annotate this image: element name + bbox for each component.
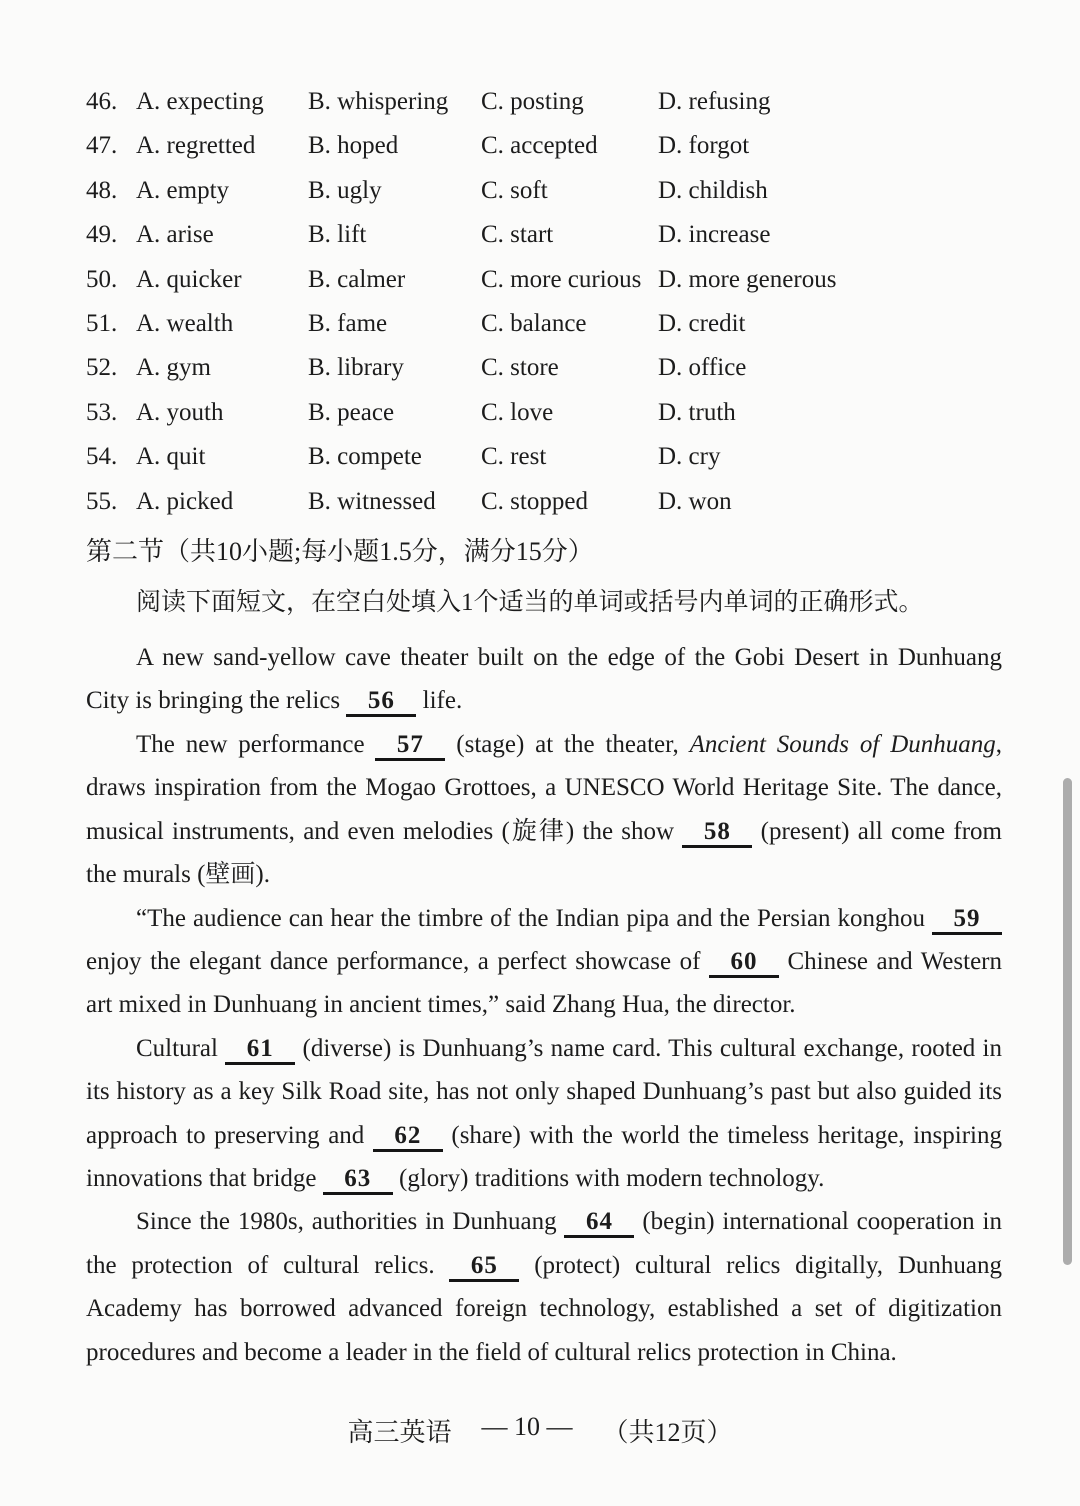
question-number: 50. xyxy=(86,265,118,293)
blank-65: 65 xyxy=(449,1253,519,1282)
option-b: B. calmer xyxy=(308,265,406,293)
option-b: B. peace xyxy=(308,398,395,426)
option-d: D. credit xyxy=(658,310,746,338)
blank-56: 56 xyxy=(346,688,416,717)
option-c: C. more curious xyxy=(481,265,642,293)
passage-text: enjoy the elegant dance performance, a perfect showcase of xyxy=(86,947,709,975)
question-number: 49. xyxy=(86,221,118,249)
italic-show-title: Ancient Sounds of Dunhuang xyxy=(689,730,996,758)
page-footer xyxy=(0,1412,1080,1449)
option-b: B. hoped xyxy=(308,132,399,160)
footer-total-pages: （共12页） xyxy=(602,1418,733,1447)
blank-59: 59 xyxy=(932,906,1002,935)
footer-page-number: — 10 — xyxy=(481,1412,573,1441)
passage-text: (share) with the world the timeless heritage, inspiring innovations that bridge xyxy=(86,1121,1002,1192)
passage-text: , draws inspiration from the Mogao Grottoes, a UNESCO World Heritage Site. The dance, musical instruments, and even melodies (旋律) the show xyxy=(86,730,1002,845)
footer-course-label: 高三英语 xyxy=(347,1418,452,1447)
option-c: C. soft xyxy=(481,176,548,204)
passage-text: “The audience can hear the timbre of the Indian pipa and the Persian konghou xyxy=(136,904,932,932)
section-two-heading: 第二节（共10小题;每小题1.5分，满分15分） xyxy=(86,537,594,567)
option-b: B. lift xyxy=(308,221,367,249)
passage-text: (diverse) is Dunhuang’s name card. This cultural exchange, rooted in its history as a key Silk Road site, has not only shaped Dunhuang’s past but also guided its approach to preserving and xyxy=(86,1034,1003,1149)
question-number: 46. xyxy=(86,88,118,115)
option-c: C. start xyxy=(481,221,554,249)
option-a: A. quit xyxy=(136,443,206,471)
passage-text: (glory) traditions with modern technology. xyxy=(392,1164,825,1192)
question-number: 53. xyxy=(86,398,118,426)
option-d: D. childish xyxy=(658,176,768,204)
passage-text: Chinese and Western art mixed in Dunhuang in ancient times,” said Zhang Hua, the director. xyxy=(86,947,1003,1019)
blank-62: 62 xyxy=(373,1123,443,1152)
option-row xyxy=(86,80,1002,124)
option-d: D. forgot xyxy=(658,132,750,160)
option-d: D. cry xyxy=(658,443,721,471)
option-c: C. accepted xyxy=(481,132,598,160)
cloze-passage xyxy=(86,636,1002,1374)
option-a: A. youth xyxy=(136,398,224,426)
option-row xyxy=(86,302,1002,346)
question-number: 51. xyxy=(86,310,118,338)
question-number: 47. xyxy=(86,132,118,160)
passage-text: (stage) at the theater, xyxy=(445,730,690,758)
cloze-options-block xyxy=(86,80,1002,524)
blank-64: 64 xyxy=(564,1209,634,1238)
blank-60: 60 xyxy=(709,949,779,978)
option-c: C. love xyxy=(481,398,554,426)
option-a: A. picked xyxy=(136,487,234,515)
option-row xyxy=(86,124,1002,168)
option-a: A. wealth xyxy=(136,310,234,338)
option-d: D. office xyxy=(658,354,747,382)
option-a: A. quicker xyxy=(136,265,242,293)
scrollbar-thumb[interactable] xyxy=(1063,778,1072,1265)
option-row xyxy=(86,346,1002,390)
passage-text: (present) all come from the murals (壁画). xyxy=(86,817,1002,889)
passage-paragraph-2 xyxy=(86,723,1002,897)
blank-57: 57 xyxy=(375,732,445,761)
option-a: A. empty xyxy=(136,176,230,204)
passage-text: Cultural xyxy=(136,1034,226,1062)
option-c: C. balance xyxy=(481,310,587,338)
passage-paragraph-5 xyxy=(86,1200,1002,1374)
option-c: C. stopped xyxy=(481,487,588,515)
option-d: D. truth xyxy=(658,398,736,426)
passage-text: The new performance xyxy=(136,730,376,758)
passage-text: (protect) cultural relics digitally, Dunhuang Academy has borrowed advanced foreign technology, established a set of digitization procedures and become a leader in the field of cultural relics protection in China. xyxy=(86,1251,1002,1366)
option-b: B. library xyxy=(308,354,404,382)
passage-text: Since the 1980s, authorities in Dunhuang xyxy=(136,1208,565,1236)
option-a: A. gym xyxy=(136,354,211,382)
option-d: D. won xyxy=(658,487,732,515)
option-d: D. refusing xyxy=(658,88,771,115)
option-a: A. expecting xyxy=(136,88,264,115)
option-c: C. store xyxy=(481,354,559,382)
option-c: C. rest xyxy=(481,443,547,471)
passage-paragraph-4 xyxy=(86,1027,1002,1201)
blank-58: 58 xyxy=(682,819,752,848)
blank-61: 61 xyxy=(225,1036,295,1065)
passage-paragraph-1 xyxy=(86,636,1002,723)
option-row xyxy=(86,391,1002,435)
option-d: D. more generous xyxy=(658,265,837,293)
option-row xyxy=(86,480,1002,524)
blank-63: 63 xyxy=(323,1166,393,1195)
question-number: 54. xyxy=(86,443,118,471)
question-number: 55. xyxy=(86,487,118,515)
option-b: B. whispering xyxy=(308,88,449,115)
option-b: B. ugly xyxy=(308,176,382,204)
question-number: 52. xyxy=(86,354,118,382)
option-d: D. increase xyxy=(658,221,771,249)
passage-text: (begin) international cooperation in the protection of cultural relics. xyxy=(86,1208,1002,1279)
section-two-instruction: 阅读下面短文，在空白处填入1个适当的单词或括号内单词的正确形式。 xyxy=(136,589,924,617)
option-a: A. arise xyxy=(136,221,214,249)
option-c: C. posting xyxy=(481,88,584,115)
option-row xyxy=(86,435,1002,479)
option-row xyxy=(86,213,1002,257)
passage-text: A new sand-yellow cave theater built on the edge of the Gobi Desert in Dunhuang City is bringing the relics xyxy=(86,644,1002,715)
option-row xyxy=(86,258,1002,302)
option-b: B. compete xyxy=(308,443,422,471)
passage-text: life. xyxy=(416,687,463,715)
passage-paragraph-3 xyxy=(86,897,1002,1027)
question-number: 48. xyxy=(86,176,118,204)
option-b: B. fame xyxy=(308,310,388,338)
option-row xyxy=(86,169,1002,213)
option-b: B. witnessed xyxy=(308,487,436,515)
option-a: A. regretted xyxy=(136,132,256,160)
